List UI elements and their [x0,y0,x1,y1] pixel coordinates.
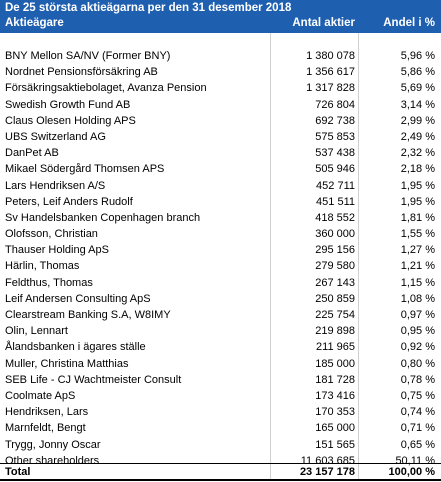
column-header-shares: Antal aktier [292,17,355,29]
owner-name: Nordnet Pensionsförsäkring AB [5,66,158,79]
table-row [0,259,441,275]
owner-name: Marnfeldt, Bengt [5,422,86,435]
owner-name: Coolmate ApS [5,389,76,402]
owner-name: Försäkringsaktiebolaget, Avanza Pension [5,82,207,95]
owner-name: Clearstream Banking S.A, W8IMY [5,309,171,321]
share-count: 250 859 [315,292,355,305]
share-count: 418 552 [315,211,355,224]
owner-name: Thauser Holding ApS [5,244,109,257]
table-row [0,421,441,437]
share-count: 692 738 [315,114,355,127]
table-row [0,438,441,454]
share-count: 1 380 078 [306,50,355,62]
share-pct: 1,95 % [400,195,435,208]
table-body [0,49,441,470]
share-count: 173 416 [315,389,355,402]
column-header-share-pct: Andel i % [383,17,435,29]
share-pct: 1,27 % [400,244,435,257]
table-row [0,98,441,114]
table-row [0,81,441,97]
share-pct: 1,95 % [400,179,435,192]
table-row [0,179,441,195]
share-pct: 5,96 % [400,50,435,62]
table-row [0,146,441,162]
share-pct: 1,08 % [400,292,435,305]
share-pct: 0,78 % [400,373,435,386]
share-count: 360 000 [315,228,355,241]
share-count: 151 565 [315,438,355,451]
share-count: 211 965 [316,341,355,354]
table-row [0,405,441,421]
column-header-owner: Aktieägare [5,17,64,29]
owner-name: Leif Andersen Consulting ApS [5,292,151,305]
owner-name: Trygg, Jonny Oscar [5,438,101,451]
share-pct: 2,99 % [400,114,435,127]
share-count: 505 946 [315,163,355,176]
owner-name: Muller, Christina Matthias [5,357,129,370]
table-row [0,276,441,292]
share-count: 219 898 [315,325,355,338]
share-count: 170 353 [315,406,355,419]
share-count: 452 711 [316,179,355,192]
share-count: 11 603 685 [300,454,355,467]
owner-name: Other shareholders [5,454,100,467]
share-count: 181 728 [315,373,355,386]
share-pct: 0,95 % [400,325,435,338]
table-row [0,324,441,340]
total-row [0,463,441,481]
owner-name: Olofsson, Christian [5,228,98,241]
owner-name: Ålandsbanken i ägares ställe [5,341,146,354]
owner-name: Mikael Södergård Thomsen APS [5,163,165,176]
owner-name: Olin, Lennart [5,325,68,338]
share-count: 185 000 [315,357,355,370]
share-count: 1 356 617 [306,66,355,79]
share-count: 726 804 [315,98,355,111]
table-row [0,114,441,130]
total-label: Total [5,466,31,478]
share-pct: 0,74 % [400,406,435,419]
share-pct: 1,21 % [400,260,435,273]
table-header [0,0,441,33]
share-count: 1 317 828 [306,82,355,95]
share-count: 279 580 [315,260,355,273]
share-pct: 1,55 % [400,228,435,241]
share-pct: 0,92 % [400,341,435,354]
table-row [0,357,441,373]
owner-name: SEB Life - CJ Wachtmeister Consult [5,373,182,386]
share-pct: 2,32 % [400,147,435,160]
table-row [0,243,441,259]
table-row [0,162,441,178]
table-title: De 25 största aktieägarna per den 31 desember 2018 [5,2,292,14]
owner-name: Hendriksen, Lars [5,406,89,419]
table-row [0,211,441,227]
share-pct: 0,97 % [400,309,435,321]
share-count: 295 156 [315,244,355,257]
table-row [0,389,441,405]
table-row [0,49,441,65]
total-shares: 23 157 178 [299,466,355,478]
share-pct: 5,86 % [400,66,435,79]
owner-name: UBS Switzerland AG [5,130,106,143]
share-count: 451 511 [316,195,355,208]
total-pct: 100,00 % [388,466,435,478]
share-count: 165 000 [315,422,355,435]
owner-name: Swedish Growth Fund AB [5,98,131,111]
owner-name: Feldthus, Thomas [5,276,93,289]
column-header-row [0,17,441,32]
share-pct: 2,18 % [400,163,435,176]
owner-name: BNY Mellon SA/NV (Former BNY) [5,50,171,62]
table-row [0,292,441,308]
table-row [0,130,441,146]
table-row [0,195,441,211]
table-row [0,340,441,356]
share-count: 225 754 [315,309,355,321]
share-pct: 1,81 % [400,211,435,224]
share-pct: 0,71 % [400,422,435,435]
owner-name: DanPet AB [5,147,59,160]
share-pct: 5,69 % [400,82,435,95]
share-pct: 1,15 % [400,276,435,289]
owner-name: Claus Olesen Holding APS [5,114,136,127]
table-row [0,65,441,81]
share-count: 267 143 [315,276,355,289]
table-row [0,227,441,243]
owner-name: Lars Hendriksen A/S [5,179,106,192]
share-pct: 0,75 % [400,389,435,402]
share-pct: 0,80 % [400,357,435,370]
share-pct: 0,65 % [400,438,435,451]
share-pct: 2,49 % [400,130,435,143]
share-count: 537 438 [315,147,355,160]
owner-name: Sv Handelsbanken Copenhagen branch [5,211,201,224]
share-pct: 50,11 % [395,454,435,467]
table-row [0,308,441,324]
table-row [0,373,441,389]
share-count: 575 853 [315,130,355,143]
share-pct: 3,14 % [400,98,435,111]
owner-name: Härlin, Thomas [5,260,80,273]
owner-name: Peters, Leif Anders Rudolf [5,195,133,208]
